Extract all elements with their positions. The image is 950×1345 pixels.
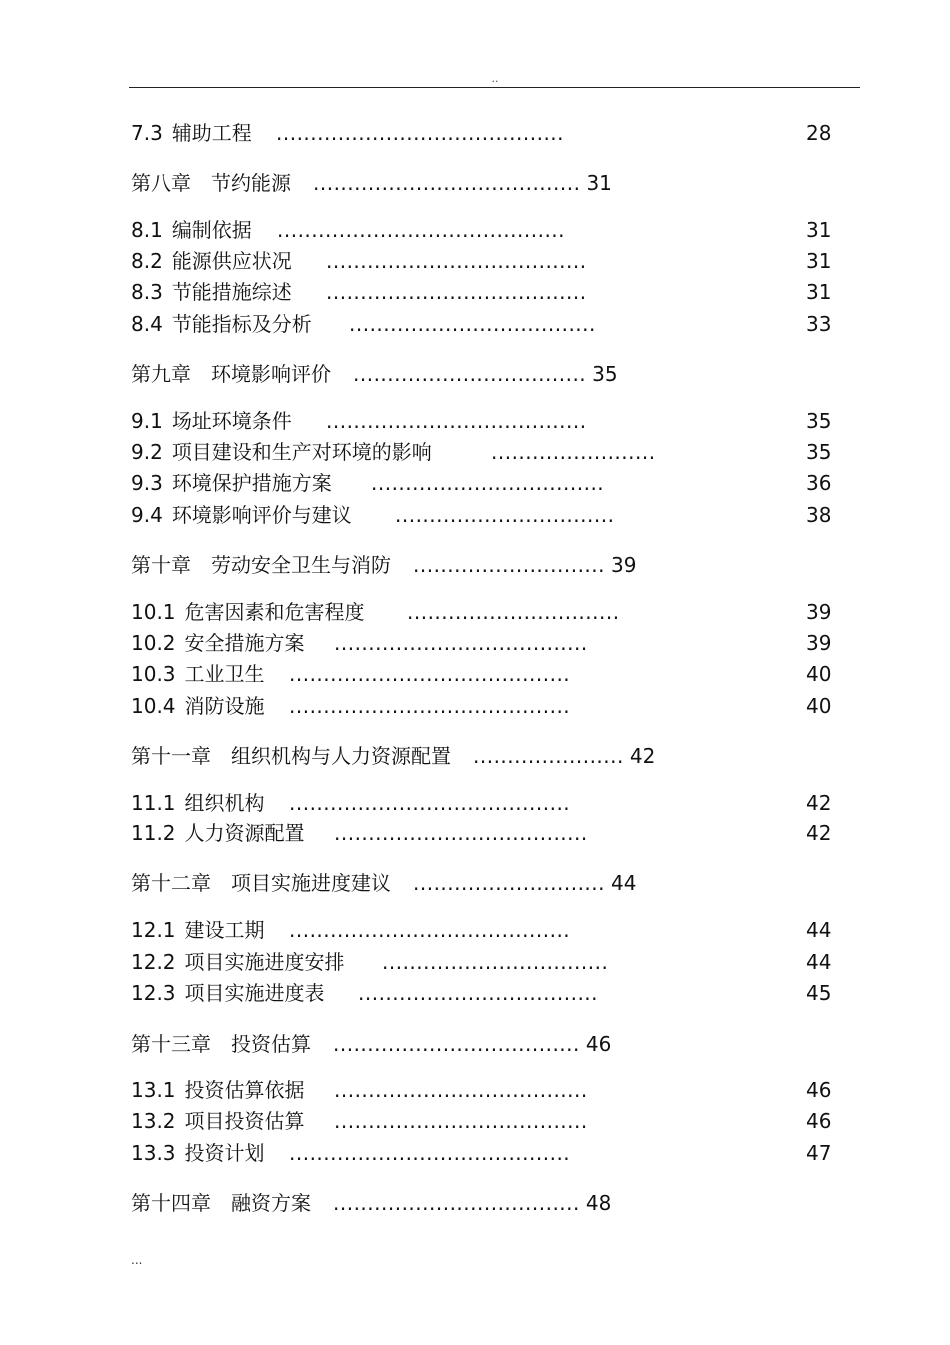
toc-dot-leader: ................................. [382, 950, 609, 974]
toc-dot-leader: ............................ [413, 871, 606, 895]
toc-page-number: 35 [592, 362, 618, 386]
toc-dot-leader: .................................. [353, 362, 587, 386]
toc-entry-title: 项目实施进度建议 [231, 871, 391, 895]
toc-entry-title: 节能措施综述 [171, 280, 292, 304]
toc-dot-leader: ..................................... [334, 1078, 588, 1102]
toc-entry-title: 融资方案 [231, 1191, 311, 1215]
toc-entry-title: 辅助工程 [171, 121, 252, 145]
toc-page-number: 46 [806, 1078, 832, 1102]
toc-chapter-entry[interactable] [131, 743, 655, 769]
toc-dot-leader: ................................ [395, 503, 615, 527]
toc-section-entry[interactable] [131, 599, 832, 625]
toc-dot-leader: ...................... [473, 744, 624, 768]
toc-entry-title: 劳动安全卫生与消防 [211, 553, 391, 577]
toc-entry-title: 组织机构 [184, 791, 265, 815]
toc-page-number: 31 [806, 280, 832, 304]
toc-entry-title: 项目实施进度表 [184, 981, 325, 1005]
toc-section-entry[interactable] [131, 661, 832, 687]
toc-entry-title: 项目投资估算 [184, 1109, 305, 1133]
toc-page-number: 28 [806, 121, 832, 145]
toc-entry-number: 第十三章 [131, 1032, 211, 1056]
toc-page-number: 31 [806, 249, 832, 273]
toc-page-number: 46 [806, 1109, 832, 1133]
toc-page-number: 33 [806, 312, 832, 336]
toc-entry-number: 第八章 [131, 171, 191, 195]
toc-dot-leader: ......................................... [289, 1141, 571, 1165]
toc-page-number: 31 [586, 171, 612, 195]
toc-chapter-entry[interactable] [131, 870, 636, 896]
toc-entry-title: 场址环境条件 [171, 409, 292, 433]
toc-entry-number: 8.4 [131, 312, 163, 336]
toc-section-entry[interactable] [131, 470, 832, 496]
toc-entry-number: 9.2 [131, 440, 163, 464]
toc-entry-number: 第九章 [131, 362, 191, 386]
toc-page-number: 40 [806, 694, 832, 718]
toc-entry-title: 组织机构与人力资源配置 [231, 744, 451, 768]
toc-entry-title: 环境影响评价与建议 [171, 503, 352, 527]
toc-entry-number: 9.3 [131, 471, 163, 495]
toc-dot-leader: ........................ [491, 440, 656, 464]
toc-entry-number: 第十二章 [131, 871, 211, 895]
toc-page-number: 31 [806, 218, 832, 242]
toc-dot-leader: ............................... [407, 600, 620, 624]
toc-entry-number: 8.3 [131, 280, 163, 304]
toc-section-entry[interactable] [131, 630, 832, 656]
toc-entry-number: 13.3 [131, 1141, 176, 1165]
page-footer-mark: ... [131, 1253, 143, 1267]
toc-section-entry[interactable] [131, 1140, 832, 1166]
toc-section-entry[interactable] [131, 1077, 832, 1103]
toc-entry-title: 项目建设和生产对环境的影响 [171, 440, 432, 464]
toc-entry-number: 12.3 [131, 981, 176, 1005]
toc-section-entry[interactable] [131, 408, 832, 434]
toc-page-number: 44 [806, 950, 832, 974]
toc-page-number: 47 [806, 1141, 832, 1165]
toc-page-number: 42 [629, 744, 656, 768]
toc-page-number: 39 [611, 553, 637, 577]
toc-entry-number: 第十四章 [131, 1191, 211, 1215]
toc-section-entry[interactable] [131, 120, 832, 146]
toc-dot-leader: ................................... [358, 981, 599, 1005]
toc-section-entry[interactable] [131, 820, 832, 846]
toc-entry-title: 人力资源配置 [184, 821, 305, 845]
toc-dot-leader: .................................. [371, 471, 605, 495]
toc-page-number: 48 [585, 1191, 612, 1215]
toc-entry-title: 工业卫生 [184, 662, 265, 686]
toc-page-number: 39 [806, 631, 832, 655]
toc-dot-leader: ..................................... [334, 821, 588, 845]
toc-section-entry[interactable] [131, 980, 832, 1006]
toc-entry-number: 11.2 [131, 821, 176, 845]
toc-entry-title: 环境影响评价 [211, 362, 331, 386]
toc-section-entry[interactable] [131, 693, 832, 719]
toc-page-number: 40 [806, 662, 832, 686]
toc-page-number: 44 [611, 871, 637, 895]
page-header-mark: .. [491, 72, 499, 85]
toc-entry-number: 8.2 [131, 249, 163, 273]
toc-entry-title: 消防设施 [184, 694, 265, 718]
toc-entry-title: 节能指标及分析 [171, 312, 312, 336]
toc-dot-leader: ...................................... [326, 249, 587, 273]
toc-entry-title: 建设工期 [184, 918, 265, 942]
toc-entry-title: 投资估算依据 [184, 1078, 305, 1102]
toc-dot-leader: .......................................... [276, 121, 565, 145]
toc-entry-number: 7.3 [131, 121, 163, 145]
toc-page-number: 35 [806, 440, 832, 464]
toc-dot-leader: .................................... [333, 1191, 580, 1215]
toc-dot-leader: ............................ [413, 553, 606, 577]
toc-entry-title: 环境保护措施方案 [171, 471, 332, 495]
toc-section-entry[interactable] [131, 502, 832, 528]
toc-entry-title: 危害因素和危害程度 [184, 600, 365, 624]
toc-section-entry[interactable] [131, 217, 832, 243]
toc-entry-number: 9.1 [131, 409, 163, 433]
toc-chapter-entry[interactable] [131, 552, 636, 578]
toc-dot-leader: ..................................... [334, 631, 588, 655]
toc-section-entry[interactable] [131, 279, 832, 305]
toc-section-entry[interactable] [131, 248, 832, 274]
toc-page-number: 38 [806, 503, 832, 527]
toc-dot-leader: ...................................... [326, 409, 587, 433]
toc-entry-number: 12.1 [131, 918, 176, 942]
toc-entry-number: 第十章 [131, 553, 191, 577]
toc-dot-leader: .................................... [333, 1032, 580, 1056]
toc-entry-title: 节约能源 [211, 171, 291, 195]
toc-entry-number: 第十一章 [131, 744, 211, 768]
toc-entry-number: 10.1 [131, 600, 176, 624]
toc-page-number: 42 [806, 821, 832, 845]
toc-entry-number: 10.3 [131, 662, 176, 686]
toc-entry-number: 8.1 [131, 218, 163, 242]
toc-dot-leader: ......................................... [289, 662, 571, 686]
toc-page-number: 36 [806, 471, 832, 495]
toc-section-entry[interactable] [131, 311, 832, 337]
toc-entry-number: 10.4 [131, 694, 176, 718]
toc-section-entry[interactable] [131, 790, 832, 816]
toc-dot-leader: ......................................... [289, 791, 571, 815]
toc-section-entry[interactable] [131, 949, 832, 975]
toc-entry-number: 13.2 [131, 1109, 176, 1133]
toc-entry-title: 投资估算 [231, 1032, 311, 1056]
toc-dot-leader: ....................................... [313, 171, 581, 195]
toc-page-number: 45 [806, 981, 832, 1005]
toc-chapter-entry[interactable] [131, 170, 612, 196]
toc-entry-title: 项目实施进度安排 [184, 950, 345, 974]
toc-chapter-entry[interactable] [131, 361, 618, 387]
toc-page-number: 42 [806, 791, 832, 815]
toc-dot-leader: ......................................... [289, 694, 571, 718]
toc-page-number: 46 [585, 1032, 612, 1056]
toc-entry-title: 能源供应状况 [171, 249, 292, 273]
toc-dot-leader: ...................................... [326, 280, 587, 304]
toc-section-entry[interactable] [131, 1108, 832, 1134]
toc-entry-number: 12.2 [131, 950, 176, 974]
toc-section-entry[interactable] [131, 439, 832, 465]
toc-dot-leader: .......................................... [277, 218, 566, 242]
toc-page-number: 39 [806, 600, 832, 624]
toc-page-number: 35 [806, 409, 832, 433]
toc-entry-title: 投资计划 [184, 1141, 265, 1165]
toc-dot-leader: .................................... [349, 312, 596, 336]
toc-page-number: 44 [806, 918, 832, 942]
toc-entry-title: 安全措施方案 [184, 631, 305, 655]
toc-entry-number: 13.1 [131, 1078, 176, 1102]
toc-entry-number: 11.1 [131, 791, 176, 815]
toc-section-entry[interactable] [131, 917, 832, 943]
toc-dot-leader: ..................................... [334, 1109, 588, 1133]
toc-entry-number: 9.4 [131, 503, 163, 527]
toc-entry-number: 10.2 [131, 631, 176, 655]
toc-chapter-entry[interactable] [131, 1031, 611, 1057]
toc-entry-title: 编制依据 [171, 218, 252, 242]
toc-dot-leader: ......................................... [289, 918, 571, 942]
toc-chapter-entry[interactable] [131, 1190, 611, 1216]
